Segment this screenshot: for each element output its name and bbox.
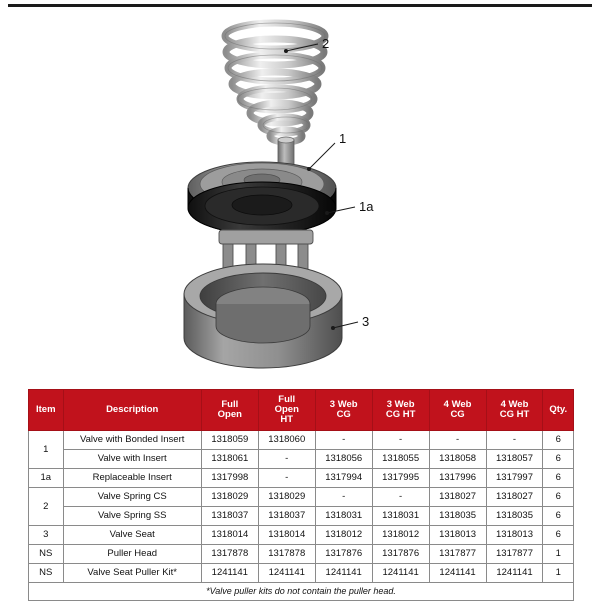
cell-4-web-cg-ht: 1317997 [486, 469, 543, 488]
table-footnote-row [29, 583, 574, 601]
cell-full-open-ht: - [258, 450, 315, 469]
header-full-open: Full Open [201, 390, 258, 431]
cell-full-open: 1318014 [201, 526, 258, 545]
cell-3-web-cg-ht: 1317995 [372, 469, 429, 488]
cell-3-web-cg-ht: - [372, 488, 429, 507]
cell-qty: 6 [543, 469, 574, 488]
table-header-row [29, 390, 574, 431]
cell-full-open: 1318029 [201, 488, 258, 507]
cell-4-web-cg-ht: 1318027 [486, 488, 543, 507]
replaceable-insert-graphic [188, 182, 336, 234]
parts-table [28, 389, 574, 601]
cell-3-web-cg: - [315, 488, 372, 507]
cell-4-web-cg-ht: 1318057 [486, 450, 543, 469]
spring-graphic [225, 23, 325, 142]
cell-3-web-cg-ht: 1318031 [372, 507, 429, 526]
cell-item: 3 [29, 526, 64, 545]
footnote-text: *Valve puller kits do not contain the puller head. [29, 583, 574, 601]
callout-2-label: 2 [322, 36, 330, 51]
table-row [29, 564, 574, 583]
cell-3-web-cg: 1318031 [315, 507, 372, 526]
table-row [29, 545, 574, 564]
cell-4-web-cg: 1318035 [429, 507, 486, 526]
callout-1a-label: 1a [359, 199, 374, 214]
cell-qty: 6 [543, 507, 574, 526]
cell-item: NS [29, 545, 64, 564]
cell-qty: 1 [543, 564, 574, 583]
cell-description: Replaceable Insert [63, 469, 201, 488]
cell-item: 1a [29, 469, 64, 488]
cell-3-web-cg: 1317876 [315, 545, 372, 564]
cell-full-open-ht: 1318014 [258, 526, 315, 545]
top-divider [8, 4, 592, 7]
cell-full-open-ht: - [258, 469, 315, 488]
cell-description: Valve Seat [63, 526, 201, 545]
table-row [29, 526, 574, 545]
cell-4-web-cg-ht: - [486, 431, 543, 450]
valve-seat-graphic [184, 264, 342, 368]
cell-4-web-cg-ht: 1318013 [486, 526, 543, 545]
header-item: Item [29, 390, 64, 431]
header-4-web-cg: 4 Web CG [429, 390, 486, 431]
cell-item: NS [29, 564, 64, 583]
cell-3-web-cg: 1241141 [315, 564, 372, 583]
cell-full-open-ht: 1241141 [258, 564, 315, 583]
header-3-web-cg-ht: 3 Web CG HT [372, 390, 429, 431]
header-qty: Qty. [543, 390, 574, 431]
cell-full-open-ht: 1318060 [258, 431, 315, 450]
cell-3-web-cg: 1317994 [315, 469, 372, 488]
callout-1-label: 1 [339, 131, 347, 146]
exploded-view-illustration [0, 8, 600, 386]
header-description: Description [63, 390, 201, 431]
cell-full-open-ht: 1317878 [258, 545, 315, 564]
table-row [29, 488, 574, 507]
cell-4-web-cg-ht: 1318035 [486, 507, 543, 526]
cell-qty: 6 [543, 431, 574, 450]
cell-description: Valve with Insert [63, 450, 201, 469]
cell-full-open: 1241141 [201, 564, 258, 583]
cell-full-open: 1318059 [201, 431, 258, 450]
cell-3-web-cg-ht: 1318055 [372, 450, 429, 469]
cell-4-web-cg: 1318013 [429, 526, 486, 545]
cell-description: Valve Spring SS [63, 507, 201, 526]
cell-qty: 1 [543, 545, 574, 564]
cell-4-web-cg: 1317996 [429, 469, 486, 488]
cell-description: Valve Spring CS [63, 488, 201, 507]
cell-item: 2 [29, 488, 64, 526]
table-row [29, 507, 574, 526]
cell-4-web-cg-ht: 1241141 [486, 564, 543, 583]
cell-full-open-ht: 1318037 [258, 507, 315, 526]
cell-qty: 6 [543, 488, 574, 507]
cell-full-open-ht: 1318029 [258, 488, 315, 507]
cell-description: Puller Head [63, 545, 201, 564]
cell-3-web-cg-ht: - [372, 431, 429, 450]
cell-3-web-cg-ht: 1317876 [372, 545, 429, 564]
cell-qty: 6 [543, 450, 574, 469]
cell-3-web-cg-ht: 1318012 [372, 526, 429, 545]
cell-4-web-cg-ht: 1317877 [486, 545, 543, 564]
header-4-web-cg-ht: 4 Web CG HT [486, 390, 543, 431]
table-row [29, 469, 574, 488]
cell-description: Valve Seat Puller Kit* [63, 564, 201, 583]
cell-full-open: 1318037 [201, 507, 258, 526]
cell-3-web-cg: 1318012 [315, 526, 372, 545]
cell-4-web-cg: 1241141 [429, 564, 486, 583]
cell-item: 1 [29, 431, 64, 469]
callout-3-label: 3 [362, 314, 370, 329]
cell-3-web-cg: 1318056 [315, 450, 372, 469]
cell-4-web-cg: 1318058 [429, 450, 486, 469]
cell-qty: 6 [543, 526, 574, 545]
header-full-open-ht: Full Open HT [258, 390, 315, 431]
cell-full-open: 1317998 [201, 469, 258, 488]
cell-4-web-cg: 1318027 [429, 488, 486, 507]
cell-4-web-cg: 1317877 [429, 545, 486, 564]
parts-table-container [28, 389, 574, 601]
cell-3-web-cg-ht: 1241141 [372, 564, 429, 583]
cell-3-web-cg: - [315, 431, 372, 450]
cell-full-open: 1318061 [201, 450, 258, 469]
table-row [29, 450, 574, 469]
table-row [29, 431, 574, 450]
header-3-web-cg: 3 Web CG [315, 390, 372, 431]
cell-full-open: 1317878 [201, 545, 258, 564]
cell-4-web-cg: - [429, 431, 486, 450]
cell-description: Valve with Bonded Insert [63, 431, 201, 450]
